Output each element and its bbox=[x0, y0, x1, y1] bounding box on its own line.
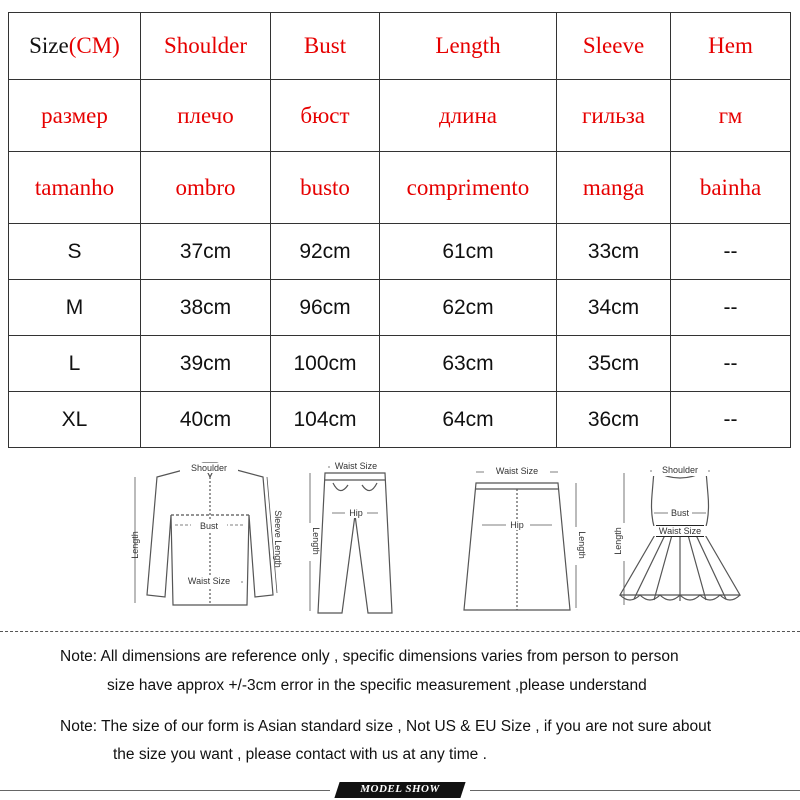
dress-waist-label: Waist Size bbox=[658, 526, 702, 536]
cell-length: 64cm bbox=[380, 392, 557, 448]
pt-size: tamanho bbox=[9, 152, 141, 224]
pt-length: comprimento bbox=[380, 152, 557, 224]
cell-sleeve: 34cm bbox=[557, 280, 671, 336]
table-row bbox=[9, 392, 791, 448]
cell-sleeve: 36cm bbox=[557, 392, 671, 448]
ru-length: длина bbox=[380, 80, 557, 152]
shirt-waist-label: Waist Size bbox=[187, 576, 231, 586]
cell-bust: 104cm bbox=[271, 392, 380, 448]
pt-shoulder: ombro bbox=[141, 152, 271, 224]
header-row bbox=[9, 13, 791, 80]
table-row bbox=[9, 224, 791, 280]
cell-shoulder: 38cm bbox=[141, 280, 271, 336]
cell-shoulder: 40cm bbox=[141, 392, 271, 448]
ru-size: размер bbox=[9, 80, 141, 152]
pants-waist-label: Waist Size bbox=[334, 461, 378, 471]
pt-bust: busto bbox=[271, 152, 380, 224]
cell-size: S bbox=[9, 224, 141, 280]
cell-shoulder: 39cm bbox=[141, 336, 271, 392]
pt-sleeve: manga bbox=[557, 152, 671, 224]
cell-size: XL bbox=[9, 392, 141, 448]
cell-bust: 92cm bbox=[271, 224, 380, 280]
cell-size: M bbox=[9, 280, 141, 336]
header-bust: Bust bbox=[271, 13, 380, 80]
skirt-length-label: Length bbox=[577, 531, 587, 559]
table-row bbox=[9, 336, 791, 392]
ru-hem: гм bbox=[671, 80, 791, 152]
cell-bust: 96cm bbox=[271, 280, 380, 336]
size-prefix: Size bbox=[29, 33, 69, 58]
cell-length: 63cm bbox=[380, 336, 557, 392]
banner-line-right bbox=[470, 790, 800, 791]
ru-bust: бюст bbox=[271, 80, 380, 152]
cell-sleeve: 35cm bbox=[557, 336, 671, 392]
cell-sleeve: 33cm bbox=[557, 224, 671, 280]
skirt-waist-label: Waist Size bbox=[495, 466, 539, 476]
note-1-line-2: size have approx +/-3cm error in the specific measurement ,please understand bbox=[107, 677, 647, 694]
banner-line-left bbox=[0, 790, 330, 791]
shirt-sleeve-length-label: Sleeve Length bbox=[273, 510, 283, 568]
pants-hip-label: Hip bbox=[349, 508, 363, 518]
table-row bbox=[9, 280, 791, 336]
header-shoulder: Shoulder bbox=[141, 13, 271, 80]
note-1-line-1: Note: All dimensions are reference only , specific dimensions varies from person to person bbox=[60, 648, 679, 665]
shirt-length-label: Length bbox=[130, 531, 140, 559]
header-hem: Hem bbox=[671, 13, 791, 80]
cell-hem: -- bbox=[671, 280, 791, 336]
note-2-line-2: the size you want , please contact with us at any time . bbox=[113, 746, 487, 763]
cell-length: 62cm bbox=[380, 280, 557, 336]
cell-length: 61cm bbox=[380, 224, 557, 280]
ru-sleeve: гильза bbox=[557, 80, 671, 152]
cell-shoulder: 37cm bbox=[141, 224, 271, 280]
pt-hem: bainha bbox=[671, 152, 791, 224]
header-size bbox=[9, 13, 141, 80]
ru-shoulder: плечо bbox=[141, 80, 271, 152]
dashed-separator bbox=[0, 631, 800, 632]
shirt-shoulder-label: Shoulder bbox=[190, 463, 228, 473]
pants-diagram bbox=[300, 455, 410, 615]
skirt-diagram bbox=[448, 455, 588, 615]
measurement-diagrams bbox=[0, 455, 800, 625]
dress-shoulder-label: Shoulder bbox=[661, 465, 699, 475]
pants-length-label: Length bbox=[311, 527, 321, 555]
cell-hem: -- bbox=[671, 336, 791, 392]
shirt-diagram bbox=[125, 455, 295, 615]
portuguese-row bbox=[9, 152, 791, 224]
model-show-banner bbox=[0, 780, 800, 800]
cell-size: L bbox=[9, 336, 141, 392]
note-2-line-1: Note: The size of our form is Asian standard size , Not US & EU Size , if you are not sure about bbox=[60, 718, 712, 735]
size-chart-table bbox=[8, 12, 791, 448]
dress-diagram bbox=[610, 455, 750, 615]
dress-length-label: Length bbox=[613, 527, 623, 555]
shirt-bust-label: Bust bbox=[199, 521, 219, 531]
header-sleeve: Sleeve bbox=[557, 13, 671, 80]
cell-bust: 100cm bbox=[271, 336, 380, 392]
size-unit: (CM) bbox=[68, 33, 120, 58]
russian-row bbox=[9, 80, 791, 152]
cell-hem: -- bbox=[671, 392, 791, 448]
skirt-hip-label: Hip bbox=[510, 520, 524, 530]
header-length: Length bbox=[380, 13, 557, 80]
dress-bust-label: Bust bbox=[670, 508, 690, 518]
cell-hem: -- bbox=[671, 224, 791, 280]
banner-label: MODEL SHOW bbox=[360, 783, 440, 795]
